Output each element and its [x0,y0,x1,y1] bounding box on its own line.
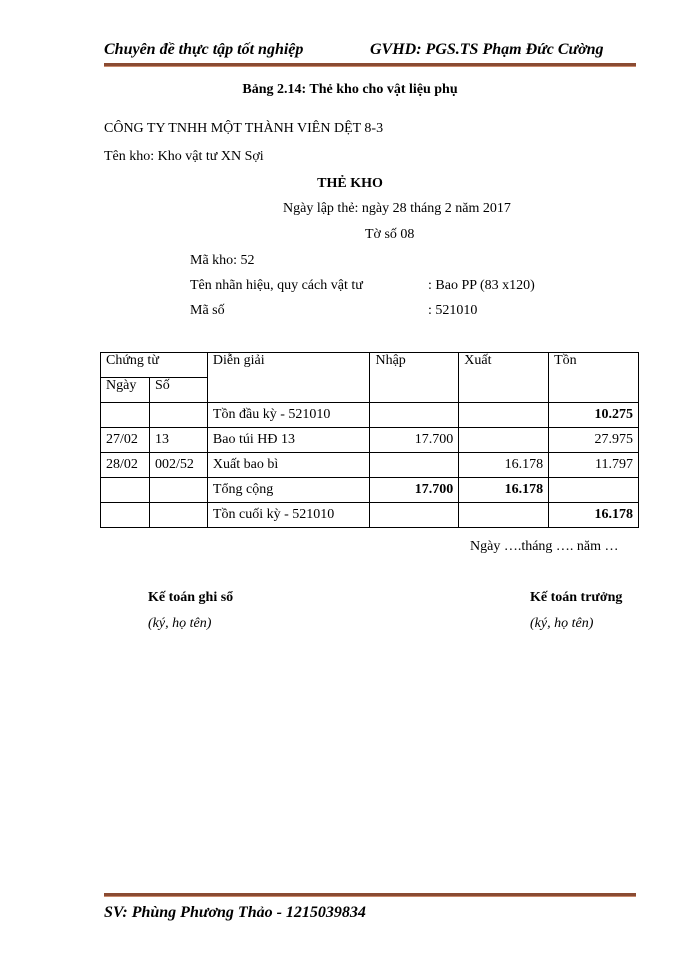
cell-ngay: 28/02 [101,453,150,478]
header-chung-tu: Chứng từ [101,353,208,378]
cell-so [149,503,207,528]
date-placeholder: Ngày ….tháng …. năm … [470,539,619,554]
header-nhap: Nhập [370,353,459,403]
footer-rule [104,893,636,897]
cell-nhap [370,503,459,528]
cell-dien-giai: Xuất bao bì [207,453,370,478]
cell-ngay [101,503,150,528]
cell-so [149,403,207,428]
item-name-value: : Bao PP (83 x120) [428,278,535,293]
table-caption: Bảng 2.14: Thẻ kho cho vật liệu phụ [242,82,458,97]
table-row [101,453,639,478]
signature-left-sub: (ký, họ tên) [148,616,212,631]
cell-ton: 10.275 [549,403,639,428]
cell-nhap [370,403,459,428]
cell-dien-giai: Tồn đầu kỳ - 521010 [207,403,370,428]
cell-ton: 11.797 [549,453,639,478]
company-name: CÔNG TY TNHH MỘT THÀNH VIÊN DỆT 8-3 [104,121,384,136]
header-right: GVHD: PGS.TS Phạm Đức Cường [370,41,604,58]
header-xuat: Xuất [459,353,549,403]
footer-student: SV: Phùng Phương Thảo - 1215039834 [104,904,366,921]
header-so: Số [149,378,207,403]
cell-nhap: 17.700 [370,478,459,503]
table-row [101,478,639,503]
cell-nhap [370,453,459,478]
item-name-label: Tên nhãn hiệu, quy cách vật tư [190,278,363,293]
cell-ngay [101,478,150,503]
cell-xuat: 16.178 [459,478,549,503]
item-code-label: Mã số [190,303,225,318]
warehouse-name: Tên kho: Kho vật tư XN Sợi [104,149,264,164]
card-title: THẺ KHO [317,176,383,191]
header-rule [104,63,636,67]
cell-xuat [459,428,549,453]
cell-ngay [101,403,150,428]
cell-so: 13 [149,428,207,453]
cell-xuat: 16.178 [459,453,549,478]
table-row [101,503,639,528]
table-row [101,403,639,428]
cell-dien-giai: Tổng cộng [207,478,370,503]
cell-nhap: 17.700 [370,428,459,453]
header-ton: Tồn [549,353,639,403]
signature-right-sub: (ký, họ tên) [530,616,594,631]
header-dien-giai: Diễn giải [207,353,370,403]
table-row [101,428,639,453]
warehouse-code: Mã kho: 52 [190,253,255,268]
signature-left-title: Kế toán ghi sổ [148,590,234,605]
signature-right-title: Kế toán trưởng [530,590,623,605]
cell-ton: 27.975 [549,428,639,453]
sheet-number: Tờ số 08 [365,227,415,242]
cell-so: 002/52 [149,453,207,478]
cell-xuat [459,503,549,528]
header-ngay: Ngày [101,378,150,403]
cell-so [149,478,207,503]
cell-ton [549,478,639,503]
cell-dien-giai: Bao túi HĐ 13 [207,428,370,453]
cell-dien-giai: Tồn cuối kỳ - 521010 [207,503,370,528]
cell-ngay: 27/02 [101,428,150,453]
cell-ton: 16.178 [549,503,639,528]
date-line: Ngày lập thẻ: ngày 28 tháng 2 năm 2017 [283,201,511,216]
stock-card-table [100,352,639,528]
cell-xuat [459,403,549,428]
item-code-value: : 521010 [428,303,478,318]
header-left: Chuyên đề thực tập tốt nghiệp [104,41,304,58]
